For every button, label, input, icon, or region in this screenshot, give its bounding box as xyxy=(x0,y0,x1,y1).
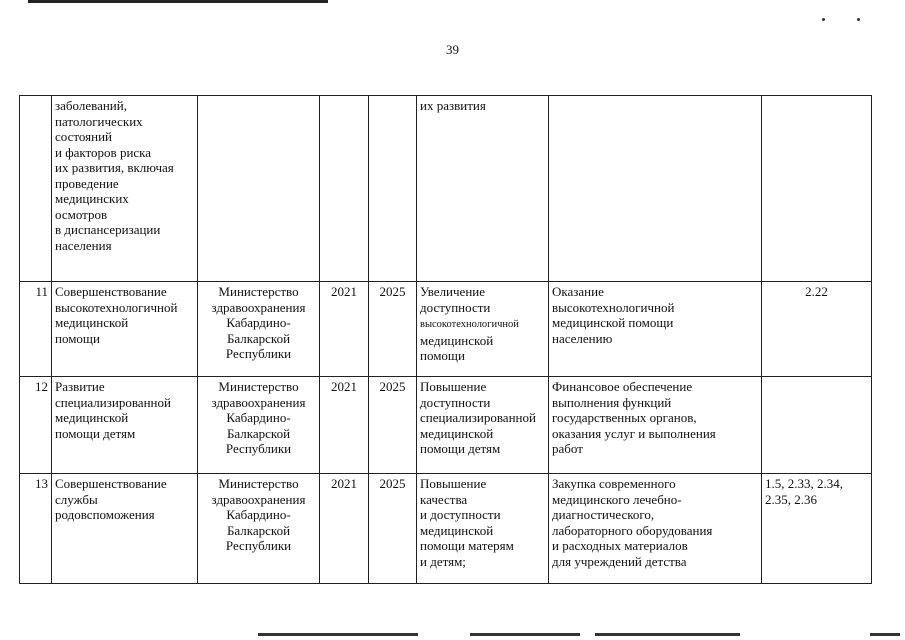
table-row-continuation xyxy=(20,96,872,282)
cell-end: 2025 xyxy=(369,282,417,377)
cell-name: заболеваний, патологических состояний и факторов риска их развития, включая проведение медицинских осмотров в диспансеризации населения xyxy=(52,96,198,282)
cell-num: 11 xyxy=(20,282,52,377)
cell-indicators: 2.22 xyxy=(762,282,872,377)
activities-table xyxy=(19,95,872,584)
cell-start: 2021 xyxy=(320,377,369,474)
scan-artifact-dot xyxy=(822,18,825,21)
scan-artifact-bottom xyxy=(258,633,418,636)
result-part: медицинской помощи xyxy=(420,332,494,363)
cell-name: Развитие специализированной медицинской помощи детям xyxy=(52,377,198,474)
result-part: Увеличение доступности xyxy=(420,284,491,315)
scan-artifact-top xyxy=(28,0,328,3)
cell-executor xyxy=(198,96,320,282)
cell-end xyxy=(369,96,417,282)
cell-end: 2025 xyxy=(369,377,417,474)
cell-result: Повышение качества и доступности медицинской помощи матерям и детям; xyxy=(417,474,549,584)
cell-indicators xyxy=(762,96,872,282)
cell-executor: Министерство здравоохранения Кабардино- Балкарской Республики xyxy=(198,282,320,377)
cell-num: 12 xyxy=(20,377,52,474)
cell-measure xyxy=(549,96,762,282)
scan-artifact-bottom xyxy=(595,633,740,636)
cell-executor: Министерство здравоохранения Кабардино- Балкарской Республики xyxy=(198,377,320,474)
scan-artifact-dot xyxy=(857,18,860,21)
cell-measure: Закупка современного медицинского лечебно- диагностического, лабораторного оборудования и расходных материалов для учреждений детства xyxy=(549,474,762,584)
cell-start xyxy=(320,96,369,282)
cell-executor: Министерство здравоохранения Кабардино- Балкарской Республики xyxy=(198,474,320,584)
page-number: 39 xyxy=(446,42,459,57)
cell-result xyxy=(417,282,549,377)
cell-measure: Оказание высокотехнологичной медицинской помощи населению xyxy=(549,282,762,377)
cell-num xyxy=(20,96,52,282)
table-row xyxy=(20,377,872,474)
result-part-small: высокотехнологичной xyxy=(420,319,519,330)
cell-indicators xyxy=(762,377,872,474)
cell-start: 2021 xyxy=(320,474,369,584)
scan-artifact-bottom xyxy=(470,633,580,636)
cell-num: 13 xyxy=(20,474,52,584)
cell-indicators: 1.5, 2.33, 2.34, 2.35, 2.36 xyxy=(762,474,872,584)
scan-artifact-bottom xyxy=(870,633,900,636)
cell-name: Совершенствование высокотехнологичной медицинской помощи xyxy=(52,282,198,377)
cell-name: Совершенствование службы родовспоможения xyxy=(52,474,198,584)
cell-result: их развития xyxy=(417,96,549,282)
cell-start: 2021 xyxy=(320,282,369,377)
cell-measure: Финансовое обеспечение выполнения функций государственных органов, оказания услуг и выполнения работ xyxy=(549,377,762,474)
cell-result: Повышение доступности специализированной медицинской помощи детям xyxy=(417,377,549,474)
table-row xyxy=(20,282,872,377)
table-row xyxy=(20,474,872,584)
cell-end: 2025 xyxy=(369,474,417,584)
